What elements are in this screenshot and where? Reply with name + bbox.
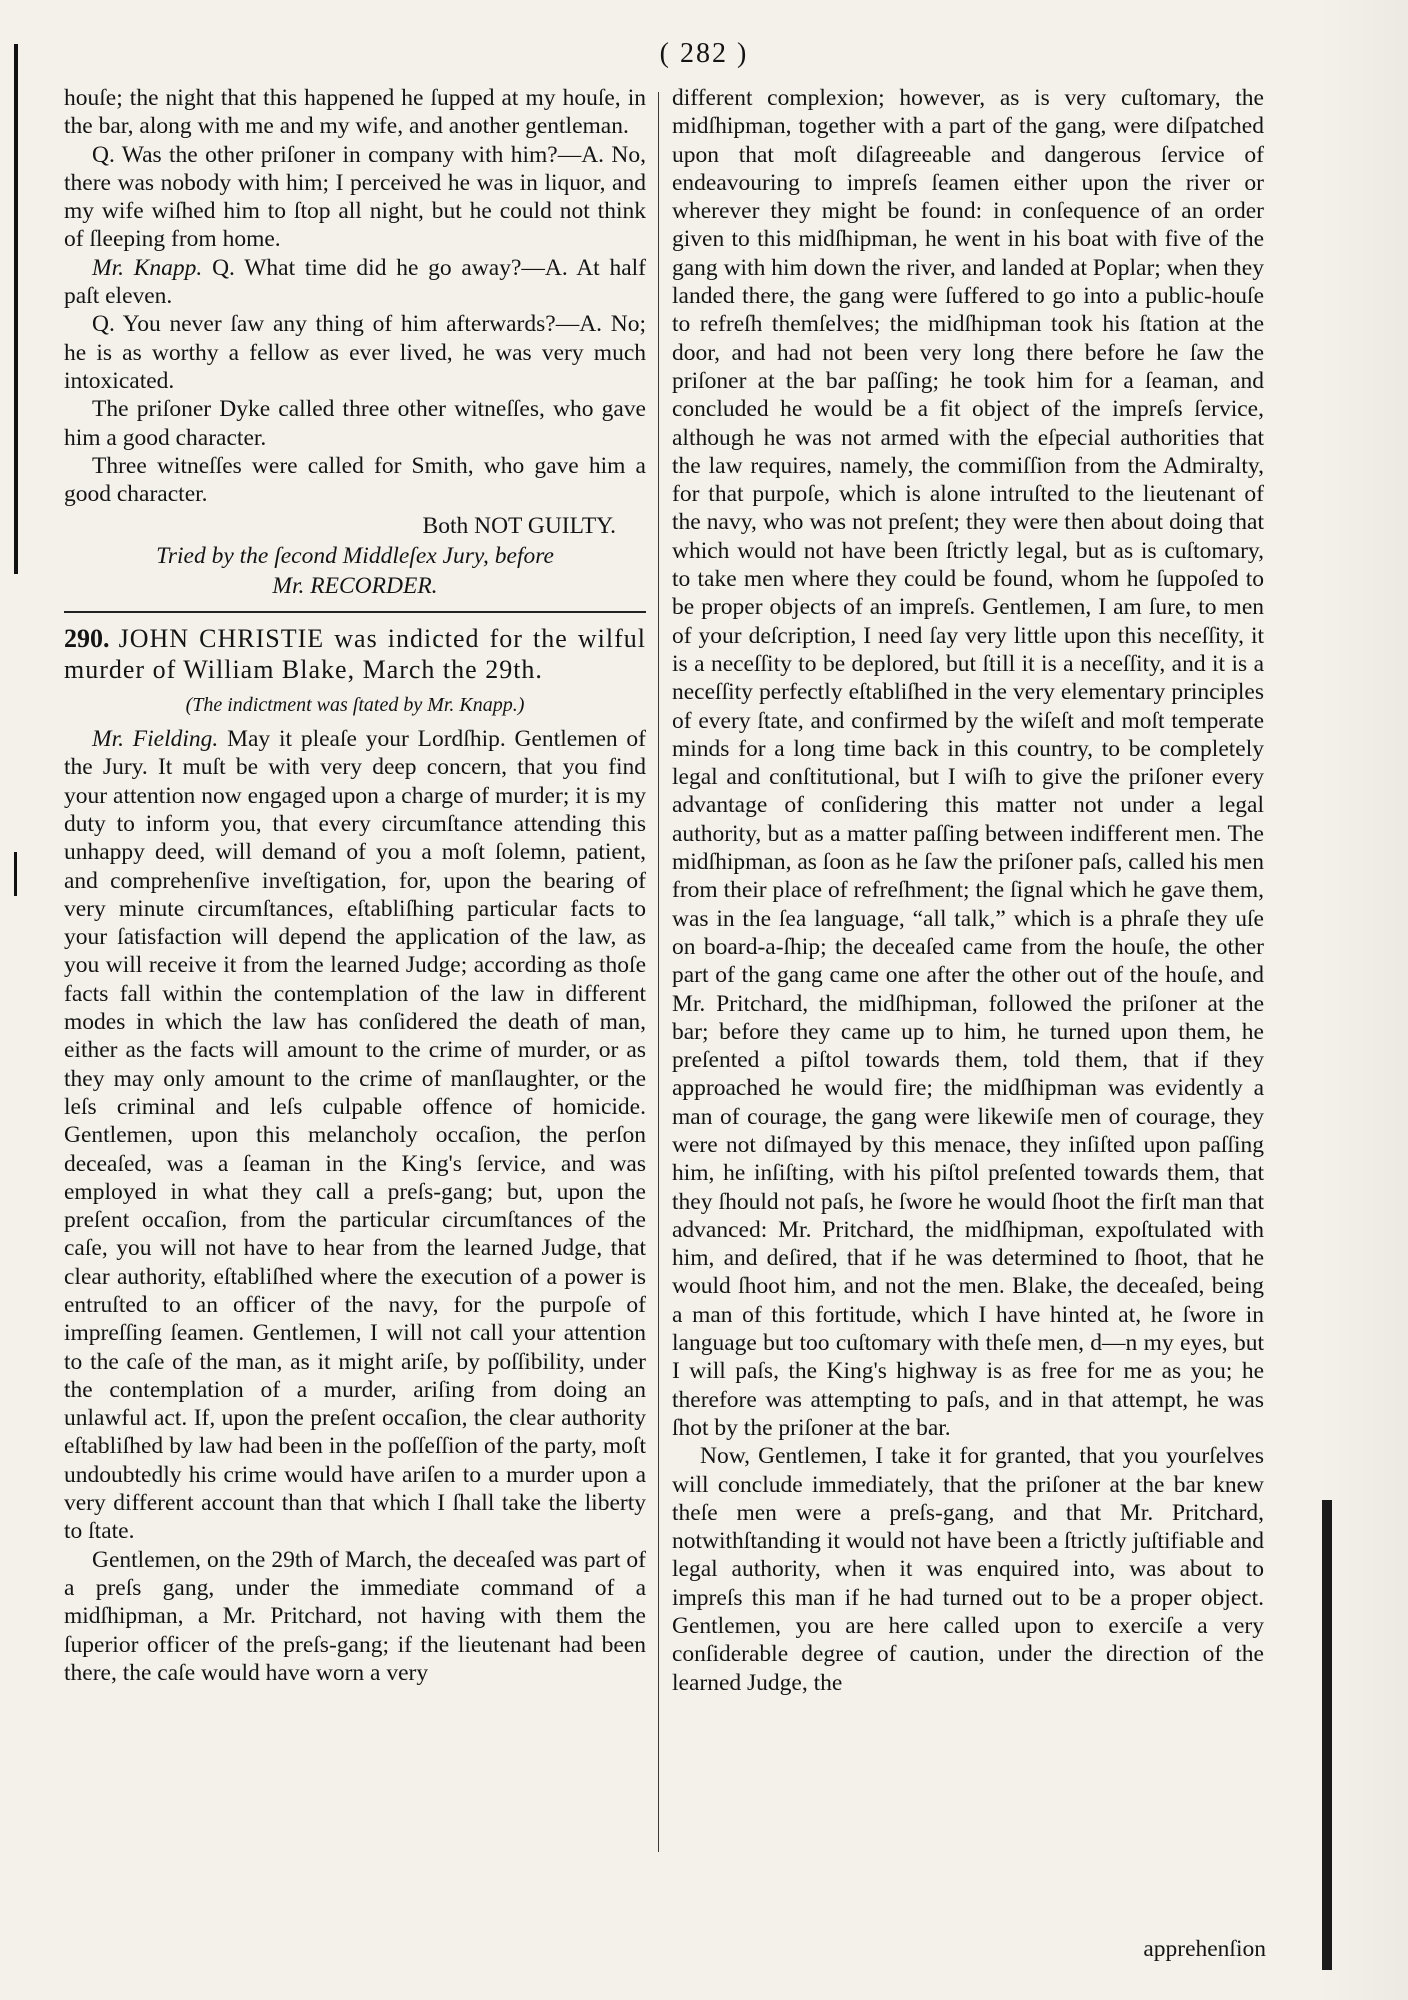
tried-by-judge: Mr. RECORDER. bbox=[272, 572, 438, 599]
left-column bbox=[64, 84, 646, 1687]
catchword: apprehenſion bbox=[1143, 1936, 1266, 1962]
case-heading bbox=[64, 623, 646, 685]
left-paragraph: houſe; the night that this happened he ſupped at my houſe, in the bar, along with me and my wife, and another gentleman. bbox=[64, 85, 646, 140]
right-column bbox=[672, 84, 1264, 1697]
case-number: 290. bbox=[64, 623, 110, 653]
left-paragraph: The priſoner Dyke called three other witneſſes, who gave him a good character. bbox=[64, 396, 646, 451]
left-paragraph-text: May it pleaſe your Lordſhip. Gentlemen of the Jury. It muſt be with very deep concern, that you find your attention now engaged upon a charge of murder; it is my duty to inform you, that every circumſtance attending this unhappy deed, will demand of you a moſt ſolemn, patient, and comprehenſive inveſtigation, for, upon the bearing of very minute circumſtances, eſtabliſhing particular facts to your ſatisfaction will depend the application of the law, as you will receive it from the learned Judge; according as thoſe facts fall within the contemplation of the law in different modes in which the law has conſidered the death of man, either as the facts will amount to the crime of murder, or as they may only amount to the crime of manſlaughter, or the leſs criminal and leſs culpable offence of homicide. Gentlemen, upon this melancholy occaſion, the perſon deceaſed, was a ſeaman in the King's ſervice, and was employed in what they call a preſs-gang; but, upon the preſent occaſion, from the particular circumſtances of the caſe, you will not have to hear from the learned Judge, that clear authority, eſtabliſhed where the execution of a power is entruſted to an officer of the navy, for the purpoſe of impreſſing ſeamen. Gentlemen, I will not call your attention to the caſe of the man, as it might ariſe, by poſſibility, under the contemplation of a murder, ariſing from doing an unlawful act. If, upon the preſent occaſion, the clear authority eſtabliſhed by law had been in the poſſeſſion of the party, moſt undoubtedly his crime would have ariſen to a murder upon a very different account than that which I ſhall take the liberty to ſtate. bbox=[64, 726, 646, 1545]
left-paragraph: Three witneſſes were called for Smith, who gave him a good character. bbox=[64, 452, 646, 508]
verdict: Both NOT GUILTY. bbox=[422, 513, 616, 540]
page-number: ( 282 ) bbox=[659, 38, 749, 69]
left-paragraph-text: Q. What time did he go away?—A. At half paſt eleven. bbox=[64, 254, 646, 310]
left-margin-bar-top bbox=[14, 44, 18, 574]
indictment-note: (The indictment was ſtated by Mr. Knapp.) bbox=[185, 693, 525, 716]
right-paragraph: different complexion; however, as is very cuſtomary, the midſhipman, together with a part of the gang, were diſpatched upon that moſt diſagreeable and dangerous ſervice of endeavouring to impreſs ſeamen either upon the river or wherever they might be found: in conſequence of an order given to this midſhipman, he went in his boat with five of the gang with him down the river, and landed at Poplar; when they landed there, the gang were ſuffered to go into a public-houſe to refreſh themſelves; the midſhipman took his ſtation at the door, and had not been very long there before he ſaw the priſoner at the bar paſſing; he took him for a ſeaman, and concluded he would be a fit object of the impreſs ſervice, although he was not armed with the eſpecial authorities that the law requires, namely, the commiſſion from the Admiralty, for that purpoſe, which is alone intruſted to the lieutenant of the navy, who was not preſent; they were then about doing that which would not have been ſtrictly legal, but as is cuſtomary, to take men where they could be found, whom he ſuppoſed to be proper objects of an impreſs. Gentlemen, I am ſure, to men of your deſcription, I need ſay very little upon this neceſſity, it is a neceſſity to be deplored, but ſtill it is a neceſſity, and it is a neceſſity perfectly eſtabliſhed in the very elementary principles of every ſtate, and confirmed by the wiſeſt and moſt temperate minds for a long time back in this country, to be completely legal and conſtitutional, but I wiſh to give the priſoner every advantage of conſidering this matter not under a legal authority, but as a matter paſſing between indifferent men. The midſhipman, as ſoon as he ſaw the priſoner paſs, called his men from their place of refreſhment; the ſignal which he gave them, was in the ſea language, “all talk,” which is a phraſe they uſe on board-a-ſhip; the deceaſed came from the houſe, the other part of the gang came one after the other out of the houſe, and Mr. Pritchard, the midſhipman, followed the priſoner at the bar; before they came up to him, he turned upon them, he preſented a piſtol towards them, told them, that if they approached he would fire; the midſhipman was evidently a man of courage, the gang were likewiſe men of courage, they were not diſmayed by this menace, they inſiſted upon paſſing him, he inſiſting, with his piſtol preſented towards them, that they ſhould not paſs, he ſwore he would ſhoot the firſt man that advanced: Mr. Pritchard, the midſhipman, expoſtulated with him, and deſired, that if he was determined to ſhoot, that he would ſhoot him, and not the men. Blake, the deceaſed, being a man of this fortitude, which I have hinted at, he ſwore in language but too cuſtomary with theſe men, d—n my eyes, but I will paſs, the King's highway is as free for me as you; he therefore was attempting to paſs, and in that attempt, he was ſhot by the priſoner at the bar. bbox=[672, 85, 1264, 1441]
case-heading-text: JOHN CHRISTIE was indicted for the wilful murder of William Blake, March the 29th. bbox=[64, 623, 647, 684]
left-paragraph: Q. Was the other priſoner in company with him?—A. No, there was nobody with him; I perceived he was in liquor, and my wife wiſhed him to ſtop all night, but he could not think of ſleeping from home. bbox=[64, 141, 646, 253]
tried-by-line: Tried by the ſecond Middleſex Jury, before bbox=[156, 542, 554, 569]
left-paragraph: Gentlemen, on the 29th of March, the deceaſed was part of a preſs gang, under the immediate command of a midſhipman, a Mr. Pritchard, not having with them the ſuperior officer of the preſs-gang; if the lieutenant had been there, the caſe would have worn a very bbox=[64, 1546, 646, 1686]
left-margin-bar-mid bbox=[14, 852, 17, 896]
scan-edge-shade bbox=[1318, 0, 1408, 2000]
right-paragraph: Now, Gentlemen, I take it for granted, that you yourſelves will conclude immediately, that the priſoner at the bar knew theſe men were a preſs-gang, and that Mr. Pritchard, notwithſtanding it would not have been a ſtrictly juſtifiable and legal authority, when it was enquired into, was about to impreſs this man if he had turned out to be a proper object. Gentlemen, you are here called upon to exerciſe a very conſiderable degree of caution, under the direction of the learned Judge, the bbox=[672, 1443, 1264, 1696]
column-divider bbox=[658, 92, 659, 1852]
speaker-name: Mr. Fielding. bbox=[92, 726, 219, 753]
left-paragraph bbox=[64, 725, 646, 1546]
section-rule bbox=[64, 611, 646, 613]
left-paragraph bbox=[64, 254, 646, 311]
speaker-name: Mr. Knapp. bbox=[92, 254, 203, 281]
left-paragraph: Q. You never ſaw any thing of him afterwards?—A. No; he is as worthy a fellow as ever lived, he was very much intoxicated. bbox=[64, 311, 646, 394]
